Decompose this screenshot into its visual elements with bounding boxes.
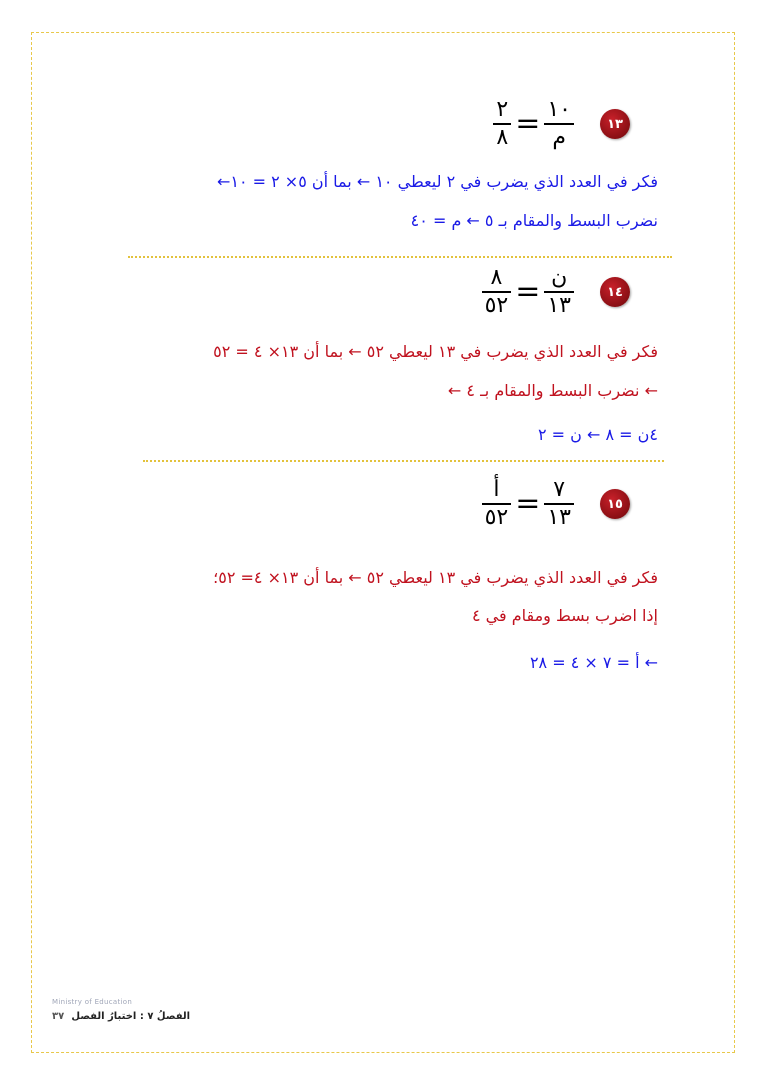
numerator: ٧ (553, 477, 566, 502)
solution-line: فكر في العدد الذي يضرب في ١٣ ليعطي ٥٢ ← بما أن ١٣× ٤ = ٥٢ (213, 342, 658, 361)
ministry-label: Ministry of Education (52, 998, 133, 1006)
solution-line: فكر في العدد الذي يضرب في ١٣ ليعطي ٥٢ ← بما أن ١٣× ٤= ٥٢؛ (213, 568, 658, 587)
equation (482, 266, 574, 318)
numerator: ٢ (496, 97, 509, 122)
solution-line: فكر في العدد الذي يضرب في ٢ ليعطي ١٠ ← بما أن ٥× ٢ = ١٠← (216, 172, 658, 191)
solution-line: ← نضرب البسط والمقام بـ ٤ ← (447, 381, 658, 400)
section-divider (143, 460, 664, 462)
numerator: ١٠ (547, 97, 571, 122)
numerator: ن (551, 265, 568, 290)
fraction-right (544, 98, 574, 150)
denominator: ١٣ (547, 505, 571, 530)
equals-sign: = (515, 486, 541, 521)
numerator: أ (493, 477, 500, 502)
fraction-left (493, 98, 511, 150)
problem-14-header (482, 266, 630, 318)
solution-line: نضرب البسط والمقام بـ ٥ ← م = ٤٠ (410, 211, 658, 230)
chapter-label: الفصلُ ٧ : اختبارُ الفصل (71, 1011, 191, 1022)
denominator: ٥٢ (484, 293, 509, 318)
footer (52, 1011, 190, 1022)
problem-15-header (482, 478, 630, 530)
equation (493, 98, 574, 150)
fraction-right (544, 478, 574, 530)
solution-line: ٤ن = ٨ ← ن = ٢ (537, 425, 658, 444)
solution-line: إذا اضرب بسط ومقام في ٤ (471, 606, 658, 625)
equation (482, 478, 574, 530)
problem-number-badge: ١٥ (600, 489, 630, 519)
equals-sign: = (515, 274, 541, 309)
problem-number-badge: ١٣ (600, 109, 630, 139)
denominator: ٥٢ (484, 505, 509, 530)
equals-sign: = (515, 106, 541, 141)
fraction-left (482, 266, 512, 318)
solution-line: ← أ = ٧ × ٤ = ٢٨ (529, 653, 658, 672)
fraction-right (544, 266, 574, 318)
denominator: ٨ (496, 125, 509, 150)
numerator: ٨ (490, 265, 503, 290)
fraction-left (482, 478, 512, 530)
page-number: ٣٧ (52, 1011, 65, 1022)
section-divider (128, 256, 672, 258)
denominator: ١٣ (547, 293, 571, 318)
problem-13-header (493, 98, 630, 150)
denominator: م (552, 125, 566, 150)
problem-number-badge: ١٤ (600, 277, 630, 307)
